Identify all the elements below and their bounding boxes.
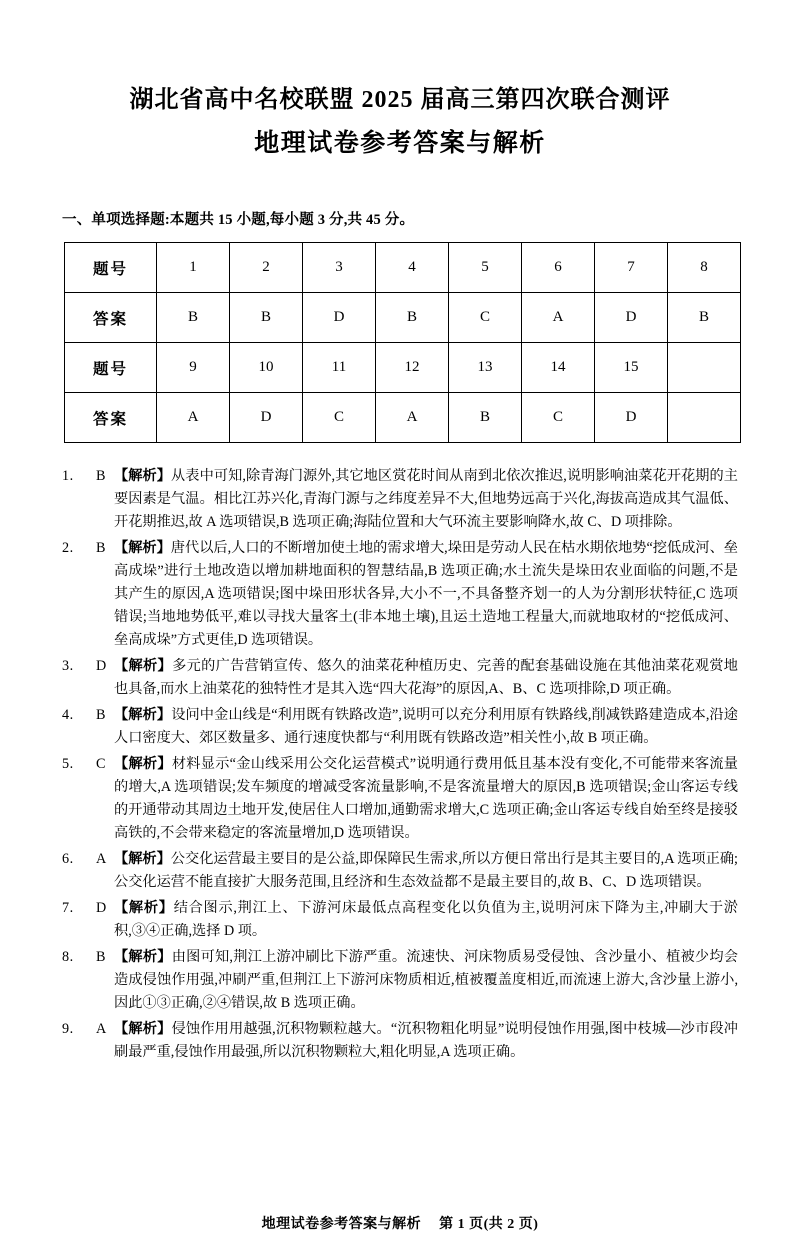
table-cell: 12 — [376, 343, 449, 393]
row-header: 答案 — [65, 393, 157, 443]
item-answer: C — [96, 756, 106, 772]
item-answer: B — [96, 540, 106, 556]
table-row — [65, 293, 741, 343]
explanations-list — [62, 465, 738, 1064]
item-answer: D — [96, 658, 107, 674]
table-cell: B — [668, 293, 741, 343]
analysis-text: 设问中金山线是“利用既有铁路改造”,说明可以充分利用原有铁路线,削减铁路建造成本,沿途人口密度大、郊区数量多、通行速度快都与“利用既有铁路改造”相关性小,故 B 项正确。 — [114, 707, 738, 746]
list-item — [62, 1018, 738, 1064]
table-cell: B — [157, 293, 230, 343]
item-number: 4. — [62, 707, 74, 723]
table-cell: 14 — [522, 343, 595, 393]
table-row — [65, 243, 741, 293]
analysis-tag: 【解析】 — [114, 658, 173, 674]
list-item — [62, 655, 738, 701]
row-header: 题号 — [65, 343, 157, 393]
table-cell: 7 — [595, 243, 668, 293]
list-item — [62, 848, 738, 894]
analysis-text: 从表中可知,除青海门源外,其它地区赏花时间从南到北依次推迟,说明影响油菜花开花期的主要因素是气温。相比江苏兴化,青海门源与之纬度差异不大,但地势远高于兴化,海拔高造成其气温低、开花期推迟,故 A 选项错误,B 选项正确;海陆位置和大气环流主要影响降水,故 C、D 项排除。 — [114, 468, 738, 530]
list-item — [62, 704, 738, 750]
analysis-tag: 【解析】 — [114, 949, 172, 965]
item-body — [114, 897, 738, 943]
table-cell: 2 — [230, 243, 303, 293]
table-cell: 1 — [157, 243, 230, 293]
table-cell: A — [157, 393, 230, 443]
section-heading: 一、单项选择题:本题共 15 小题,每小题 3 分,共 45 分。 — [62, 212, 415, 228]
analysis-text: 材料显示“金山线采用公交化运营模式”说明通行费用低且基本没有变化,不可能带来客流量的增大,A 选项错误;发车频度的增减受客流量影响,不是客流量增大的原因,B 选项错误;金山客运专线的开通带动其周边土地开发,使居住人口增加,通勤需求增大,C 选项正确;金山客运专线自始至终是接驳高铁的,不会带来稳定的客流量增加,D 选项错误。 — [114, 756, 738, 841]
table-row — [65, 343, 741, 393]
table-cell: 3 — [303, 243, 376, 293]
table-cell: 5 — [449, 243, 522, 293]
table-cell — [668, 393, 741, 443]
table-cell: 6 — [522, 243, 595, 293]
item-answer: B — [96, 468, 106, 484]
page-footer — [0, 1213, 800, 1233]
item-number: 9. — [62, 1021, 74, 1037]
table-cell: A — [522, 293, 595, 343]
item-answer: B — [96, 949, 106, 965]
list-item — [62, 537, 738, 652]
item-body — [114, 1018, 738, 1064]
row-header: 题号 — [65, 243, 157, 293]
analysis-text: 公交化运营最主要目的是公益,即保障民生需求,所以方便日常出行是其主要目的,A 选项正确;公交化运营不能直接扩大服务范围,且经济和生态效益都不是最主要目的,故 B、C、D 选项错误。 — [114, 851, 738, 890]
analysis-text: 侵蚀作用用越强,沉积物颗粒越大。“沉积物粗化明显”说明侵蚀作用强,图中枝城—沙市段冲刷最严重,侵蚀作用最强,所以沉积物颗粒大,粗化明显,A 选项正确。 — [114, 1021, 738, 1060]
item-number: 2. — [62, 540, 74, 556]
analysis-tag: 【解析】 — [114, 1021, 172, 1037]
analysis-text: 结合图示,荆江上、下游河床最低点高程变化以负值为主,说明河床下降为主,冲刷大于淤积,③④正确,选择 D 项。 — [114, 900, 738, 939]
item-body — [114, 704, 738, 750]
analysis-tag: 【解析】 — [114, 707, 172, 723]
table-cell: 8 — [668, 243, 741, 293]
item-body — [114, 848, 738, 894]
item-body — [114, 655, 738, 701]
item-body — [114, 946, 738, 1015]
table-cell: C — [449, 293, 522, 343]
footer-title: 地理试卷参考答案与解析 — [261, 1217, 422, 1232]
analysis-tag: 【解析】 — [114, 900, 174, 916]
table-cell: D — [303, 293, 376, 343]
analysis-tag: 【解析】 — [114, 851, 171, 867]
row-header: 答案 — [65, 293, 157, 343]
item-number: 7. — [62, 900, 74, 916]
item-number: 3. — [62, 658, 74, 674]
table-cell: 13 — [449, 343, 522, 393]
list-item — [62, 946, 738, 1015]
list-item — [62, 753, 738, 845]
page-subtitle: 地理试卷参考答案与解析 — [254, 130, 546, 157]
answer-key-table — [64, 242, 741, 443]
table-cell: 9 — [157, 343, 230, 393]
table-cell: D — [595, 293, 668, 343]
analysis-text: 多元的广告营销宣传、悠久的油菜花种植历史、完善的配套基础设施在其他油菜花观赏地也具备,而水上油菜花的独特性才是其入选“四大花海”的原因,A、B、C 选项排除,D 项正确。 — [114, 658, 738, 697]
item-body — [114, 537, 738, 652]
item-number: 5. — [62, 756, 74, 772]
list-item — [62, 465, 738, 534]
analysis-text: 由图可知,荆江上游冲刷比下游严重。流速快、河床物质易受侵蚀、含沙量小、植被少均会造成侵蚀作用强,冲刷严重,但荆江上下游河床物质相近,植被覆盖度相近,而流速上游大,含沙量上游小,因此①③正确,②④错误,故 B 选项正确。 — [114, 949, 738, 1011]
item-number: 6. — [62, 851, 74, 867]
table-cell: A — [376, 393, 449, 443]
table-cell: C — [303, 393, 376, 443]
item-body — [114, 753, 738, 845]
page-title: 湖北省高中名校联盟 2025 届高三第四次联合测评 — [129, 87, 671, 113]
table-cell: B — [449, 393, 522, 443]
item-answer: A — [96, 1021, 107, 1037]
item-number: 8. — [62, 949, 74, 965]
item-answer: A — [96, 851, 107, 867]
table-row — [65, 393, 741, 443]
table-cell: 4 — [376, 243, 449, 293]
table-cell: B — [376, 293, 449, 343]
table-cell: 15 — [595, 343, 668, 393]
table-cell — [668, 343, 741, 393]
analysis-tag: 【解析】 — [114, 540, 171, 556]
title-block — [62, 82, 738, 164]
item-body — [114, 465, 738, 534]
table-cell: D — [595, 393, 668, 443]
item-answer: B — [96, 707, 106, 723]
analysis-tag: 【解析】 — [114, 756, 172, 772]
table-cell: 11 — [303, 343, 376, 393]
table-cell: 10 — [230, 343, 303, 393]
table-cell: B — [230, 293, 303, 343]
analysis-text: 唐代以后,人口的不断增加使土地的需求增大,垛田是劳动人民在枯水期依地势“挖低成河、垒高成垛”进行土地改造以增加耕地面积的智慧结晶,B 选项正确;水土流失是垛田农业面临的问题,不是其产生的原因,A 选项错误;图中垛田形状各异,大小不一,不具备整齐划一的人为分割形状特征,C 选项错误;当地地势低平,难以寻找大量客土(非本地土壤),且运土造地工程量大,而就地取材的“挖低成河、垒高成垛”方式更佳,D 选项错误。 — [114, 540, 738, 648]
item-number: 1. — [62, 468, 74, 484]
table-cell: C — [522, 393, 595, 443]
list-item — [62, 897, 738, 943]
table-cell: D — [230, 393, 303, 443]
item-answer: D — [96, 900, 107, 916]
analysis-tag: 【解析】 — [114, 468, 172, 484]
footer-page-number: 第 1 页(共 2 页) — [439, 1217, 539, 1232]
